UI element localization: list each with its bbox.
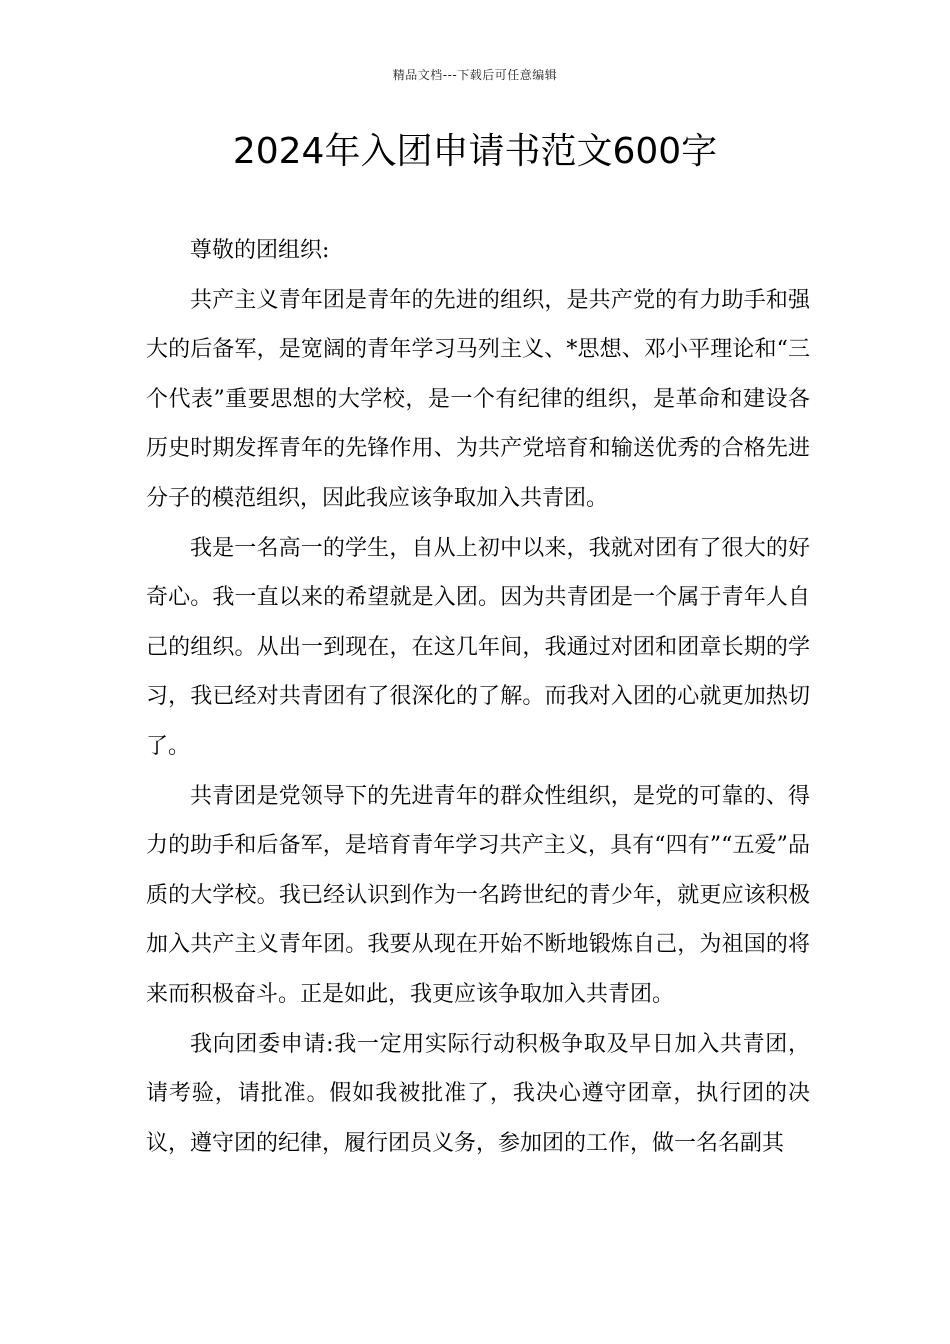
paragraph: 共青团是党领导下的先进青年的群众性组织，是党的可靠的、得力的助手和后备军，是培育青年学习共产主义，具有“四有”“五爱”品质的大学校。我已经认识到作为一名跨世纪的青少年，就更应该积极加入共产主义青年团。我要从现在开始不断地锻炼自己，为祖国的将来而积极奋斗。正是如此，我更应该争取加入共青团。 bbox=[146, 783, 810, 1007]
document-title: 2024年入团申请书范文600字 bbox=[232, 131, 718, 172]
paragraph: 我向团委申请:我一定用实际行动积极争取及早日加入共青团，请考验，请批准。假如我被批准了，我决心遵守团章，执行团的决议，遵守团的纪律，履行团员义务，参加团的工作，做一名名副其 bbox=[146, 1031, 810, 1156]
paragraph: 我是一名高一的学生，自从上初中以来，我就对团有了很大的好奇心。我一直以来的希望就是入团。因为共青团是一个属于青年人自己的组织。从出一到现在，在这几年间，我通过对团和团章长期的学习，我已经对共青团有了很深化的了解。而我对入团的心就更加热切了。 bbox=[146, 535, 810, 759]
document-body bbox=[146, 226, 810, 1168]
header-note: 精品文档---下载后可任意编辑 bbox=[392, 68, 558, 82]
salutation: 尊敬的团组织: bbox=[190, 238, 330, 263]
paragraph: 共产主义青年团是青年的先进的组织，是共产党的有力助手和强大的后备军，是宽阔的青年学习马列主义、*思想、邓小平理论和“三个代表”重要思想的大学校，是一个有纪律的组织，是革命和建设各历史时期发挥青年的先锋作用、为共产党培育和输送优秀的合格先进分子的模范组织，因此我应该争取加入共青团。 bbox=[146, 287, 810, 511]
